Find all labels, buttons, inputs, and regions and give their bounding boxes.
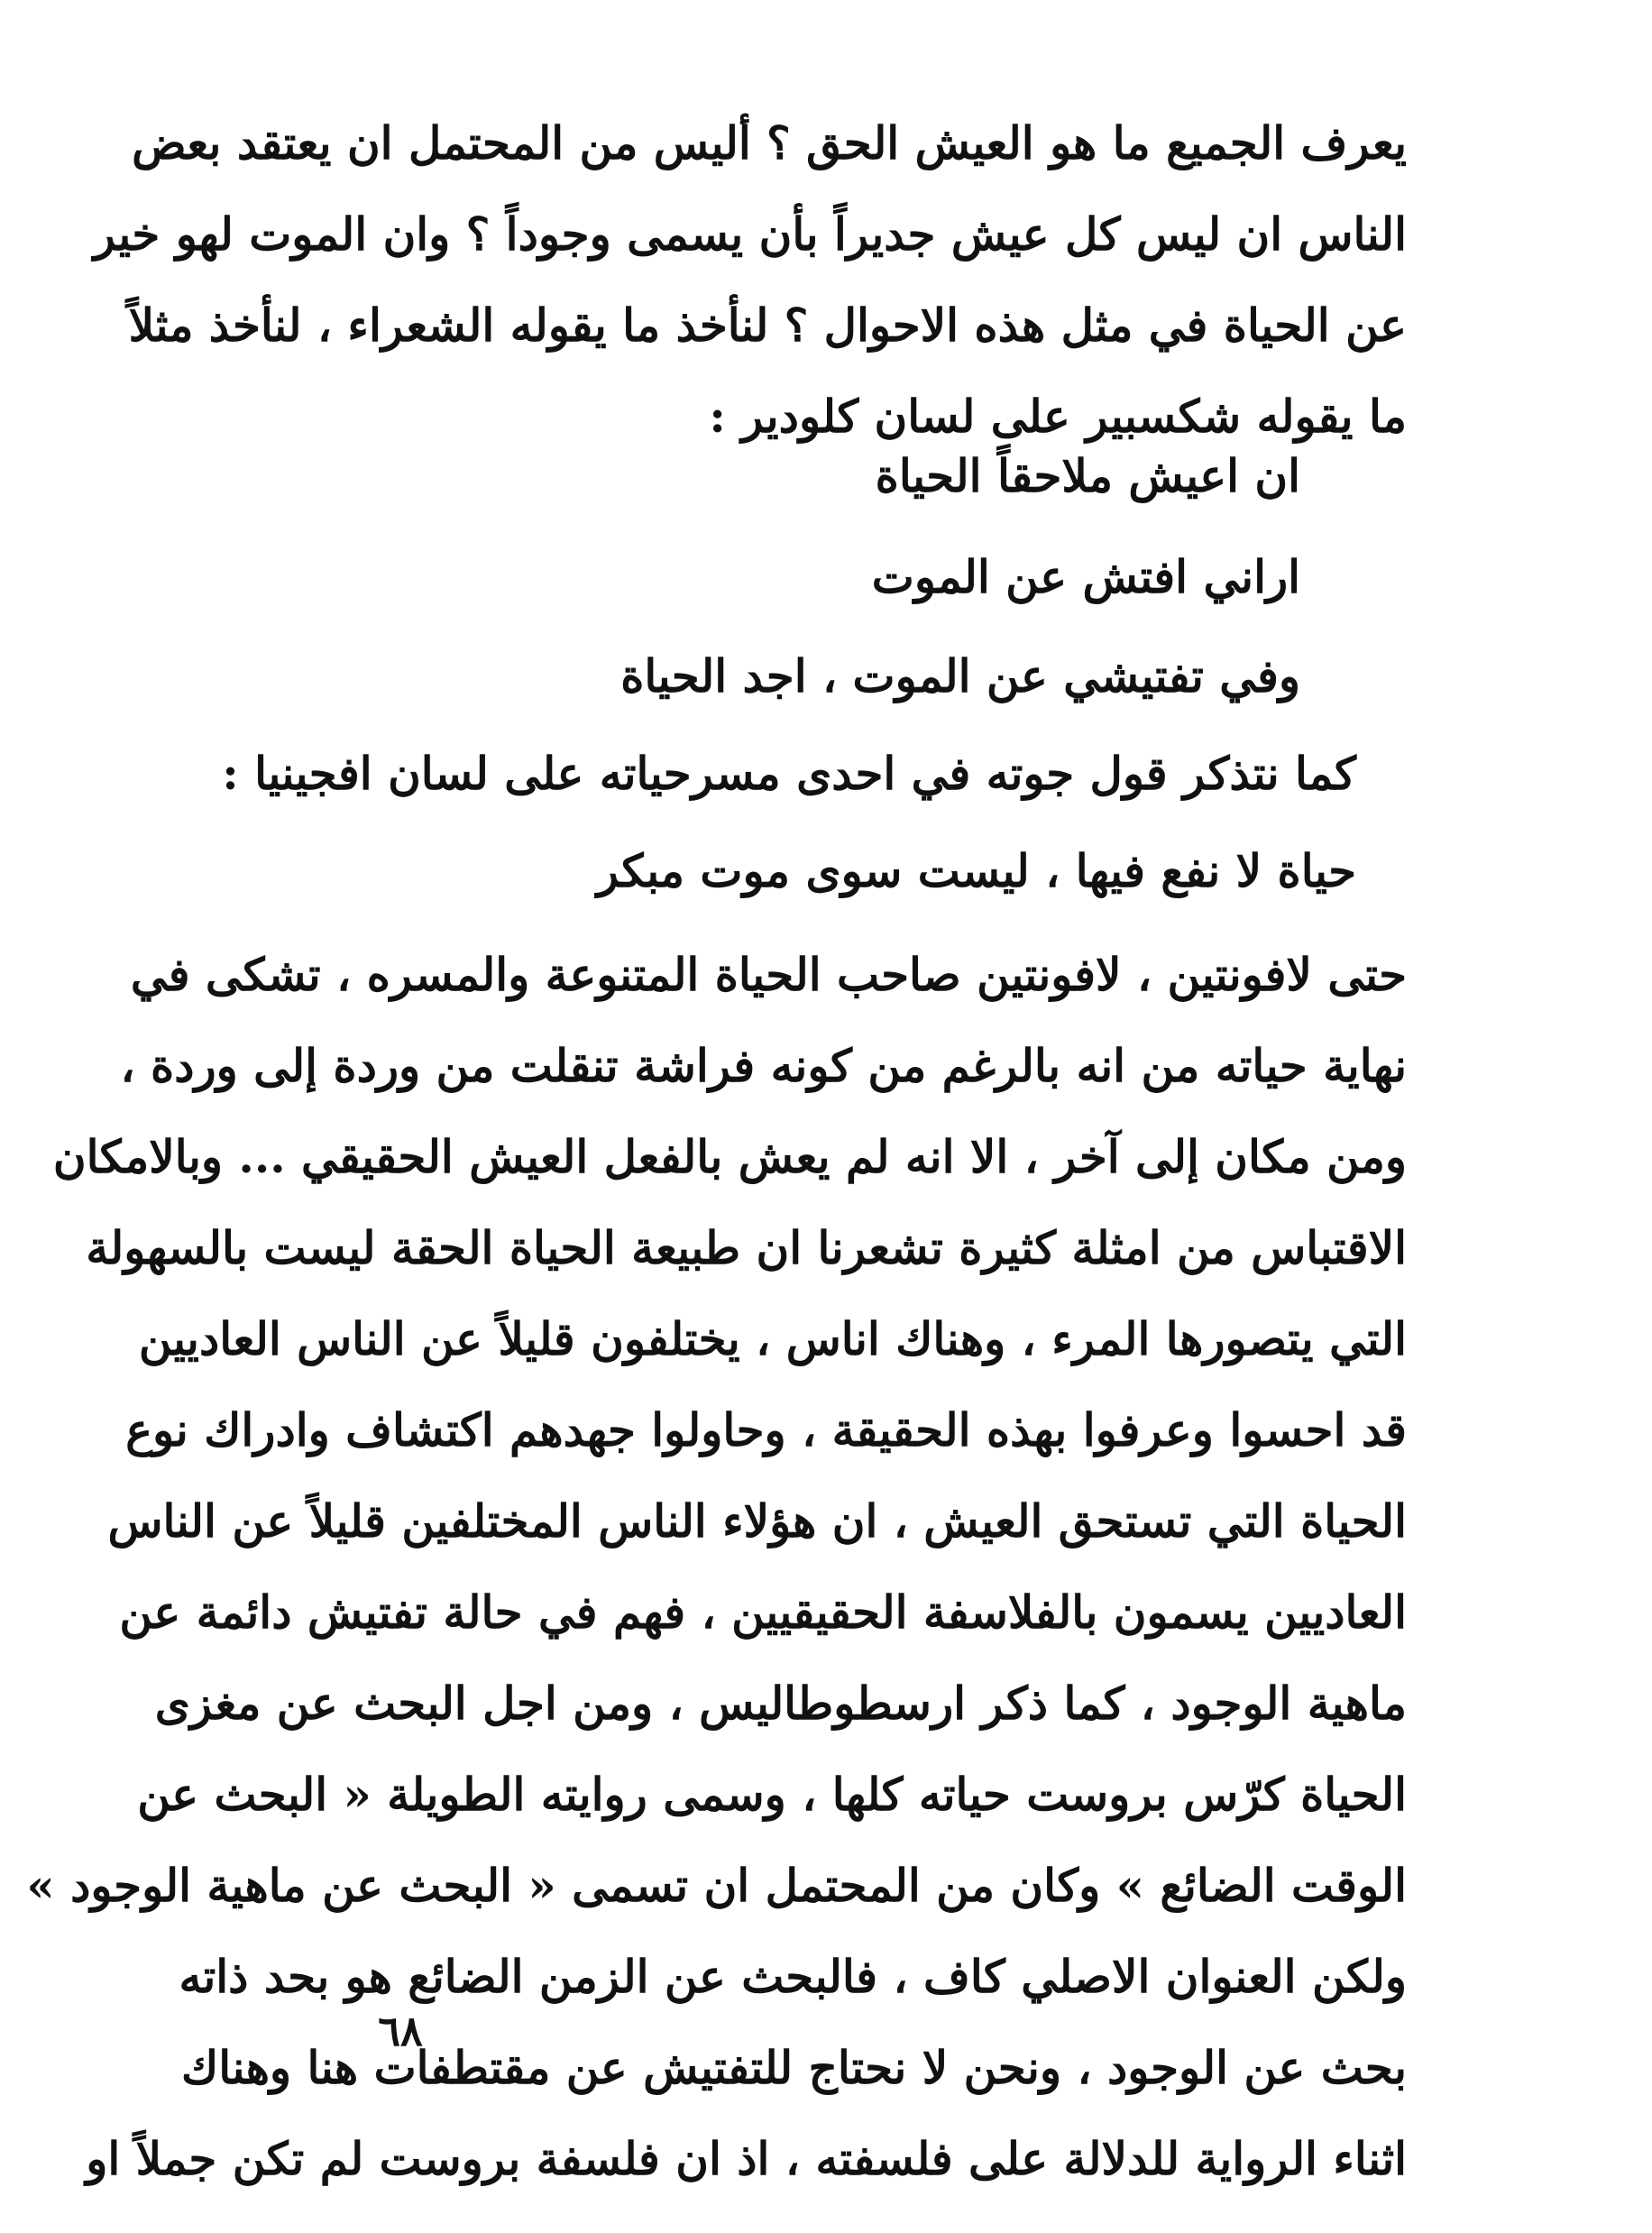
text-line: الوقت الضائع » وكان من المحتمل ان تسمى « البحث عن ماهية الوجود »: [26, 1859, 1407, 1912]
text-line: الحياة التي تستحق العيش ، ان هؤلاء الناس المختلفين قليلاً عن الناس: [107, 1494, 1407, 1548]
page-number: ٦٨: [378, 2007, 423, 2055]
text-line: ماهية الوجود ، كما ذكر ارسطوطاليس ، ومن اجل البحث عن مغزى: [154, 1677, 1407, 1730]
text-line: يعرف الجميع ما هو العيش الحق ؟ أليس من المحتمل ان يعتقد بعض: [132, 116, 1407, 170]
text-line: بحث عن الوجود ، ونحن لا نحتاج للتفتيش عن مقتطفات هنا وهناك: [181, 2041, 1407, 2094]
text-line: نهاية حياته من انه بالرغم من كونه فراشة تنقلت من وردة إلى وردة ،: [120, 1039, 1407, 1092]
text-line: ولكن العنوان الاصلي كاف ، فالبحث عن الزمن الضائع هو بحد ذاته: [179, 1950, 1407, 2003]
text-line: عن الحياة في مثل هذه الاحوال ؟ لنأخذ ما يقوله الشعراء ، لنأخذ مثلاً: [128, 299, 1407, 352]
text-line: قد احسوا وعرفوا بهذه الحقيقة ، وحاولوا جهدهم اكتشاف وادراك نوع: [125, 1403, 1407, 1457]
goethe-quote-line: حياة لا نفع فيها ، ليست سوى موت مبكر: [596, 844, 1356, 897]
text-line: التي يتصورها المرء ، وهناك اناس ، يختلفون قليلاً عن الناس العاديين: [138, 1312, 1407, 1365]
shakespeare-verse-line-1: ان اعيش ملاحقاً الحياة: [875, 449, 1300, 502]
shakespeare-verse-line-2: اراني افتش عن الموت: [871, 550, 1300, 603]
text-line: الاقتباس من امثلة كثيرة تشعرنا ان طبيعة الحياة الحقة ليست بالسهولة: [86, 1221, 1407, 1274]
text-line: الناس ان ليس كل عيش جديراً بأن يسمى وجوداً ؟ وان الموت لهو خير: [93, 207, 1407, 261]
goethe-intro-line: كما نتذكر قول جوته في احدى مسرحياته على لسان افجينيا :: [222, 747, 1356, 800]
text-line: حتى لافونتين ، لافونتين صاحب الحياة المتنوعة والمسره ، تشكى في: [130, 948, 1407, 1001]
text-line: العاديين يسمون بالفلاسفة الحقيقيين ، فهم في حالة تفتيش دائمة عن: [119, 1585, 1407, 1639]
text-line: ومن مكان إلى آخر ، الا انه لم يعش بالفعل العيش الحقيقي ... وبالامكان: [52, 1130, 1407, 1183]
text-line: اثناء الرواية للدلالة على فلسفته ، اذ ان فلسفة بروست لم تكن جملاً او: [86, 2132, 1407, 2185]
opening-paragraph: [93, 97, 1407, 462]
text-line: ما يقوله شكسبير على لسان كلودير :: [709, 390, 1407, 443]
text-line: الحياة كرّس بروست حياته كلها ، وسمى روايته الطويلة « البحث عن: [137, 1768, 1407, 1821]
shakespeare-verse-line-3: وفي تفتيشي عن الموت ، اجد الحياة: [620, 649, 1300, 703]
